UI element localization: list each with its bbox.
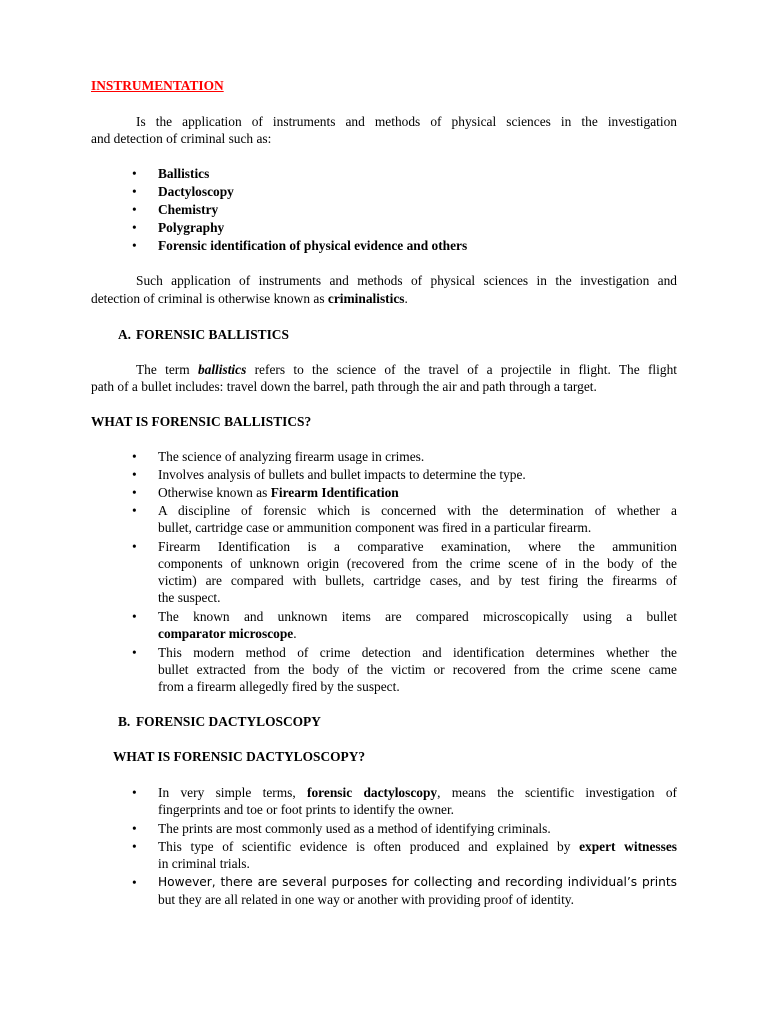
para3-line-2: path of a bullet includes: travel down the barrel, path through the air and path through a target.: [91, 379, 597, 394]
firearm-identification-term: Firearm Identification: [270, 485, 399, 500]
comparator-microscope-term: comparator microscope: [158, 626, 294, 641]
list-item: The science of analyzing firearm usage in crimes.: [158, 449, 425, 464]
bullet-icon: •: [132, 839, 137, 854]
list-item-line: In very simple terms, forensic dactyloscopy, means the scientific investigation of: [158, 785, 677, 800]
list-item-line: but they are all related in one way or another with providing proof of identity.: [158, 892, 574, 907]
list-item-line: the suspect.: [158, 590, 221, 605]
bullet-icon: •: [132, 539, 137, 554]
bullet-icon: •: [132, 449, 137, 464]
intro-line-1: Is the application of instruments and methods of physical sciences in the investigation: [136, 114, 677, 129]
forensic-dactyloscopy-term: forensic dactyloscopy: [307, 785, 438, 800]
heading-what-is-dactyloscopy: WHAT IS FORENSIC DACTYLOSCOPY?: [113, 749, 366, 764]
bullet-icon: •: [132, 485, 137, 500]
document-title: INSTRUMENTATION: [91, 78, 224, 93]
bullet-icon: •: [132, 821, 137, 836]
section-b-title: FORENSIC DACTYLOSCOPY: [136, 714, 321, 729]
bullet-icon: •: [132, 875, 137, 890]
list-item-line: in criminal trials.: [158, 856, 250, 871]
bullet-icon: •: [132, 238, 137, 253]
para2-line-2: detection of criminal is otherwise known as criminalistics.: [91, 291, 408, 306]
list-item: Chemistry: [158, 202, 219, 217]
heading-what-is-ballistics: WHAT IS FORENSIC BALLISTICS?: [91, 414, 312, 429]
bullet-icon: •: [132, 645, 137, 660]
list-item-line: A discipline of forensic which is concerned with the determination of whether a: [158, 503, 677, 518]
bullet-icon: •: [132, 184, 137, 199]
list-item-line: components of unknown origin (recovered from the crime scene of in the body of the: [158, 556, 677, 571]
list-item-line: This modern method of crime detection and identification determines whether the: [158, 645, 677, 660]
list-item: Forensic identification of physical evidence and others: [158, 238, 468, 253]
list-item: Ballistics: [158, 166, 210, 181]
list-item-line: This type of scientific evidence is often produced and explained by expert witnesses: [158, 839, 677, 854]
section-b-letter: B.: [118, 714, 131, 729]
intro-line-2: and detection of criminal such as:: [91, 131, 272, 146]
bullet-icon: •: [132, 166, 137, 181]
list-item-line: Firearm Identification is a comparative examination, where the ammunition: [158, 539, 677, 554]
list-item-line: victim) are compared with bullets, cartridge cases, and by test firing the firearms of: [158, 573, 677, 588]
bullet-icon: •: [132, 202, 137, 217]
criminalistics-term: criminalistics: [327, 291, 405, 306]
bullet-icon: •: [132, 609, 137, 624]
list-item: Dactyloscopy: [158, 184, 234, 199]
list-item-line: However, there are several purposes for collecting and recording individual’s prints: [158, 875, 677, 889]
section-a-title: FORENSIC BALLISTICS: [136, 327, 289, 342]
bullet-icon: •: [132, 503, 137, 518]
para3-line-1: The term ballistics refers to the science of the travel of a projectile in flight. The flight: [136, 362, 677, 377]
ballistics-term: ballistics: [197, 362, 247, 377]
bullet-icon: •: [132, 220, 137, 235]
list-item: Polygraphy: [158, 220, 225, 235]
section-a-letter: A.: [118, 327, 132, 342]
list-item-line: comparator microscope.: [158, 626, 297, 641]
list-item-line: fingerprints and toe or foot prints to identify the owner.: [158, 802, 455, 817]
list-item: Otherwise known as Firearm Identification: [158, 485, 399, 500]
bullet-icon: •: [132, 467, 137, 482]
list-item: Involves analysis of bullets and bullet impacts to determine the type.: [158, 467, 526, 482]
list-item-line: from a firearm allegedly fired by the suspect.: [158, 679, 400, 694]
list-item-line: bullet extracted from the body of the victim or recovered from the crime scene came: [158, 662, 677, 677]
bullet-icon: •: [132, 785, 137, 800]
list-item-line: bullet, cartridge case or ammunition component was fired in a particular firearm.: [158, 520, 592, 535]
expert-witnesses-term: expert witnesses: [579, 839, 677, 854]
list-item-line: The known and unknown items are compared microscopically using a bullet: [158, 609, 677, 624]
list-item: The prints are most commonly used as a method of identifying criminals.: [158, 821, 551, 836]
para2-line-1: Such application of instruments and methods of physical sciences in the investigation and: [136, 273, 677, 288]
